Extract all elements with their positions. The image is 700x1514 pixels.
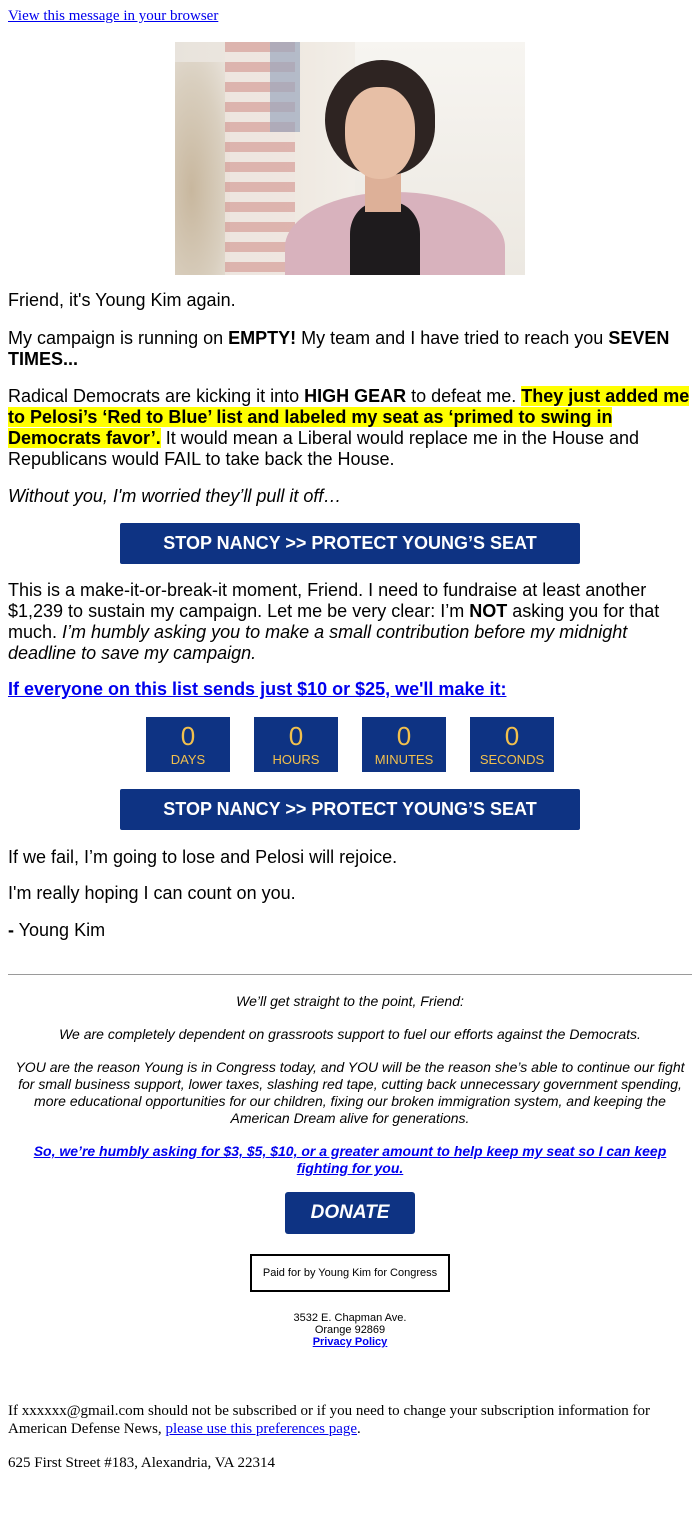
stop-nancy-button-top[interactable]: STOP NANCY >> PROTECT YOUNG’S SEAT bbox=[120, 523, 580, 564]
donate-button[interactable]: DONATE bbox=[285, 1192, 415, 1234]
paragraph-worried: Without you, I'm worried they’ll pull it off… bbox=[8, 486, 342, 506]
paragraph-fundraise: This is a make-it-or-break-it moment, Friend. I need to fundraise at least another $1,239 to sustain my campaign. Let me be very clear: I’m NOT asking you for that much. I’m humbly asking you to make a small contribution before my midnight deadline to save my campaign. bbox=[8, 580, 660, 663]
greeting: Friend, it's Young Kim again. bbox=[8, 290, 236, 310]
paragraph-fail: If we fail, I’m going to lose and Pelosi will rejoice. bbox=[8, 847, 398, 867]
candidate-portrait-icon bbox=[345, 87, 415, 179]
paragraph-high-gear: Radical Democrats are kicking it into HIGH GEAR to defeat me. They just added me to Pelosi’s ‘Red to Blue’ list and labeled my seat as ‘primed to swing in Democrats favor’. It would mean a Liberal would replace me in the House and Republicans would FAIL to take back the House. bbox=[8, 386, 690, 469]
campaign-address-line-2: Orange 92869 bbox=[314, 1324, 386, 1336]
privacy-policy-link[interactable]: Privacy Policy bbox=[312, 1336, 388, 1348]
closing-line-3: YOU are the reason Young is in Congress today, and YOU will be the reason she’s able to continue our fight for small business support, lower taxes, slashing red tape, cutting back unnecessary government spending, more educational opportunities for our children, fixing our broken immigration system, and keeping the American Dream alive for generations. bbox=[15, 1059, 685, 1126]
subscription-footer: If xxxxxx@gmail.com should not be subscribed or if you need to change your subscription information for American Defense News, please use this preferences page. bbox=[8, 1403, 651, 1437]
countdown-days: 0 DAYS bbox=[146, 717, 230, 772]
view-in-browser-link[interactable]: View this message in your browser bbox=[8, 8, 219, 24]
divider bbox=[8, 974, 692, 975]
sender-address: 625 First Street #183, Alexandria, VA 22314 bbox=[8, 1455, 275, 1471]
candidate-photo bbox=[175, 42, 525, 275]
preferences-link[interactable]: please use this preferences page bbox=[165, 1421, 358, 1437]
paragraph-hoping: I'm really hoping I can count on you. bbox=[8, 883, 296, 903]
closing-line-1: We’ll get straight to the point, Friend: bbox=[236, 993, 464, 1009]
privacy-policy-row bbox=[8, 1336, 692, 1348]
paid-for-box: Paid for by Young Kim for Congress bbox=[250, 1254, 450, 1292]
closing-line-2: We are completely dependent on grassroots support to fuel our efforts against the Democrats. bbox=[59, 1026, 641, 1042]
highlighted-text: They just added me to Pelosi’s ‘Red to Blue’ list and labeled my seat as ‘primed to swing in Democrats favor’. bbox=[8, 386, 690, 448]
ask-paragraph bbox=[8, 1143, 692, 1177]
ask-link[interactable]: So, we’re humbly asking for $3, $5, $10, or a greater amount to help keep my seat so I can keep fighting for you. bbox=[33, 1143, 667, 1176]
signoff: - Young Kim bbox=[8, 920, 106, 940]
stop-nancy-button-bottom[interactable]: STOP NANCY >> PROTECT YOUNG’S SEAT bbox=[120, 789, 580, 830]
paragraph-empty: My campaign is running on EMPTY! My team and I have tried to reach you SEVEN TIMES... bbox=[8, 328, 670, 369]
countdown-hours: 0 HOURS bbox=[254, 717, 338, 772]
campaign-address-line-1: 3532 E. Chapman Ave. bbox=[293, 1312, 407, 1324]
countdown-minutes: 0 MINUTES bbox=[362, 717, 446, 772]
countdown-seconds: 0 SECONDS bbox=[470, 717, 554, 772]
contribution-link[interactable]: If everyone on this list sends just $10 or $25, we'll make it: bbox=[8, 679, 507, 699]
